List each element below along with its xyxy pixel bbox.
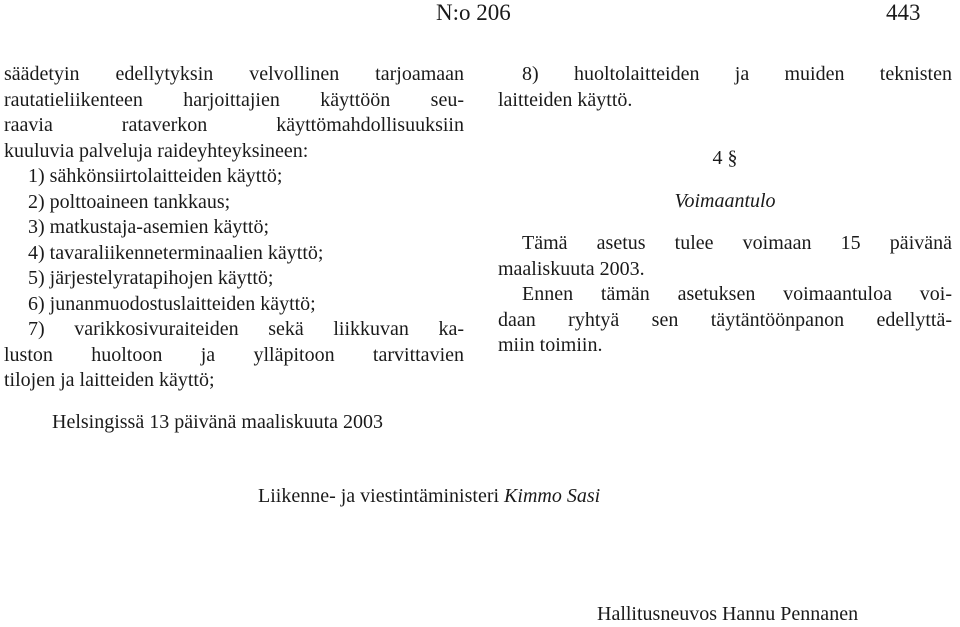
page-number: 443 <box>886 0 921 25</box>
text-line: Ennen tämän asetuksen voimaantuloa voi- <box>522 283 952 305</box>
text-line: tilojen ja laitteiden käyttö; <box>4 369 215 391</box>
counsellor: Hallitusneuvos Hannu Pennanen <box>597 603 859 625</box>
minister-name: Kimmo Sasi <box>504 485 601 507</box>
text-line: daan ryhtyä sen täytäntöönpanon edellyttä- <box>498 308 952 331</box>
list-item: 3) matkustaja-asemien käyttö; <box>28 216 270 238</box>
list-item: 5) järjestelyratapihojen käyttö; <box>28 267 274 289</box>
text-line: kuuluvia palveluja raideyhteyksineen: <box>4 139 309 162</box>
issue-number: N:o 206 <box>436 0 511 25</box>
section-title: Voimaantulo <box>674 189 776 212</box>
text-line: luston huoltoon ja ylläpitoon tarvittavien <box>4 343 464 366</box>
left-column <box>4 62 464 394</box>
list-item: 6) junanmuodostuslaitteiden käyttö; <box>28 292 316 315</box>
list-item: 4) tavaraliikenneterminaalien käyttö; <box>28 241 324 264</box>
section-number: 4 § <box>712 147 738 169</box>
list-item: 7) varikkosivuraiteiden sekä liikkuvan ka- <box>28 318 464 340</box>
place-date: Helsingissä 13 päivänä maaliskuuta 2003 <box>52 411 384 433</box>
list-item: 8) huoltolaitteiden ja muiden teknisten <box>522 63 952 85</box>
text-line: rautatieliikenteen harjoittajien käyttöön seu- <box>4 88 464 111</box>
text-line: miin toimiin. <box>498 334 603 356</box>
right-column <box>498 62 952 359</box>
text-line: laitteiden käyttö. <box>498 88 633 111</box>
signature-line <box>258 484 600 509</box>
list-item: 2) polttoaineen tankkaus; <box>28 190 231 213</box>
text-line: maaliskuuta 2003. <box>498 257 645 280</box>
text-line: raavia rataverkon käyttömahdollisuuksiin <box>4 114 464 136</box>
list-item: 1) sähkönsiirtolaitteiden käyttö; <box>28 165 283 187</box>
text-line: säädetyin edellytyksin velvollinen tarjoamaan <box>4 63 464 85</box>
minister-title: Liikenne- ja viestintäministeri <box>258 485 500 507</box>
text-line: Tämä asetus tulee voimaan 15 päivänä <box>522 232 952 254</box>
